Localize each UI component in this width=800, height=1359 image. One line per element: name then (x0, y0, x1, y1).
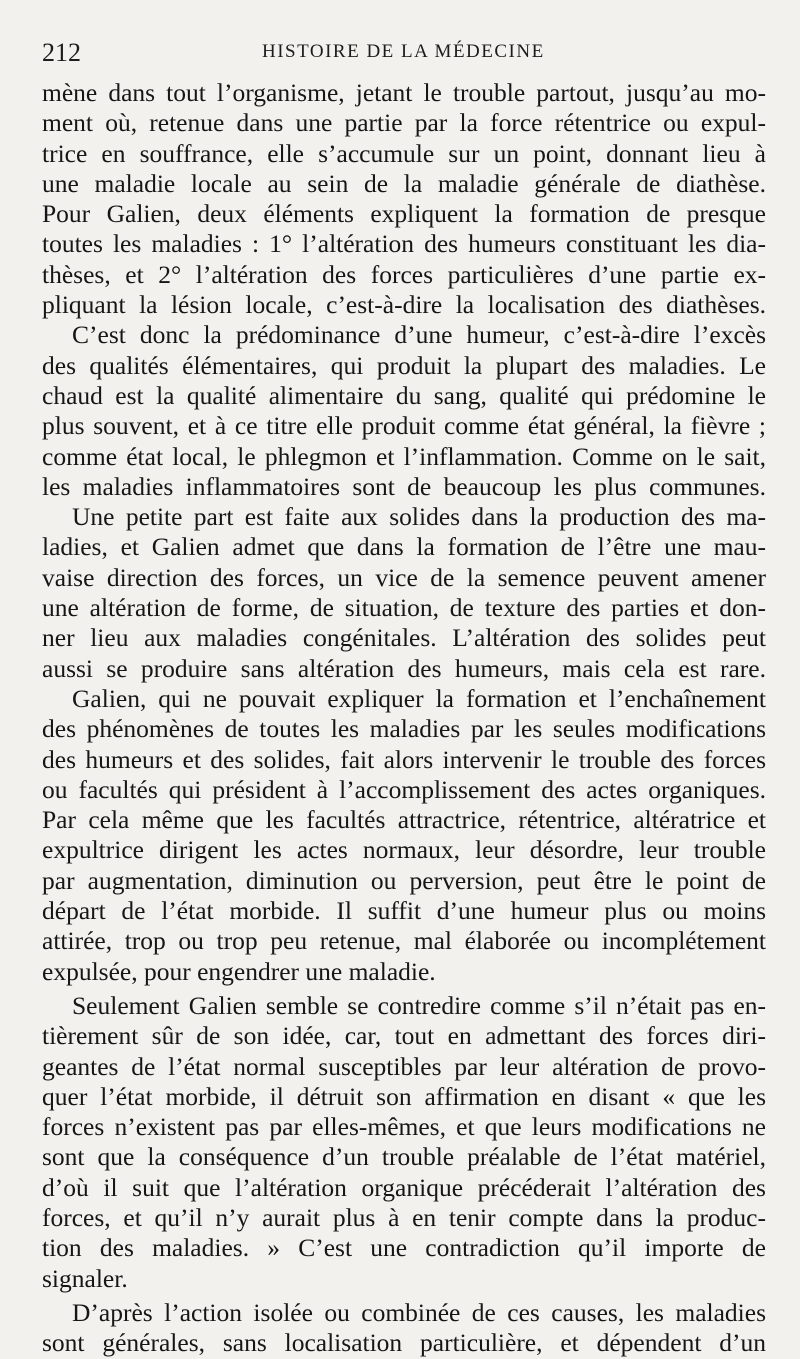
text-line: Galien, qui ne pouvait expliquer la formation et l’enchaînement (72, 683, 766, 713)
text-line: D’après l’action isolée ou combinée de ces causes, les maladies (72, 1297, 766, 1327)
text-line: mène dans tout l’organisme, jetant le trouble partout, jusqu’au mo- (42, 78, 766, 107)
text-line: geantes de l’état normal susceptibles par leur altération de provo- (42, 1051, 766, 1081)
text-line: tièrement sûr de son idée, car, tout en admettant des forces diri- (42, 1021, 766, 1051)
text-line: C’est donc la prédominance d’une humeur, c’est-à-dire l’excès (72, 320, 766, 350)
text-line: vaise direction des forces, un vice de la semence peuvent amener (42, 562, 766, 592)
running-head: HISTOIRE DE LA MÉDECINE (262, 41, 545, 62)
text-line: des qualités élémentaires, qui produit la plupart des maladies. Le (42, 350, 766, 380)
page-number: 212 (42, 38, 81, 67)
text-line: aussi se produire sans altération des humeurs, mais cela est rare. (42, 653, 766, 683)
text-line: Seulement Galien semble se contredire comme s’il n’était pas en- (72, 990, 766, 1020)
text-line: forces, et qu’il n’y aurait plus à en tenir compte dans la produc- (42, 1202, 766, 1232)
text-line: sont que la conséquence d’un trouble préalable de l’état matériel, (42, 1142, 766, 1172)
text-line: pliquant la lésion locale, c’est-à-dire la localisation des diathèses. (42, 290, 766, 320)
text-line: sont générales, sans localisation particulière, et dépendent d’un (42, 1328, 766, 1358)
text-line: une altération de forme, de situation, de texture des parties et don- (42, 593, 766, 623)
text-line: Pour Galien, deux éléments expliquent la formation de presque (42, 199, 766, 229)
text-line: ner lieu aux maladies congénitales. L’altération des solides peut (42, 623, 766, 653)
text-line: quer l’état morbide, il détruit son affirmation en disant « que les (42, 1081, 766, 1111)
text-line: ladies, et Galien admet que dans la formation de l’être une mau- (42, 532, 766, 562)
text-line: toutes les maladies : 1° l’altération des humeurs constituant les dia- (42, 229, 766, 259)
body-text (42, 78, 766, 1358)
text-line: les maladies inflammatoires sont de beaucoup les plus communes. (42, 471, 766, 501)
text-line: signaler. (42, 1263, 128, 1293)
text-line: départ de l’état morbide. Il suffit d’une humeur plus ou moins (42, 896, 766, 926)
text-line: trice en souffrance, elle s’accumule sur un point, donnant lieu à (42, 138, 766, 168)
text-line: Une petite part est faite aux solides dans la production des ma- (72, 502, 766, 532)
text-line: par augmentation, diminution ou perversion, peut être le point de (42, 865, 766, 895)
page-header (42, 38, 766, 72)
text-line: attirée, trop ou trop peu retenue, mal élaborée ou incomplétement (42, 926, 766, 956)
text-line: d’où il suit que l’altération organique précéderait l’altération des (42, 1172, 766, 1202)
text-line: expulsée, pour engendrer une maladie. (42, 956, 436, 986)
text-line: thèses, et 2° l’altération des forces particulières d’une partie ex- (42, 259, 766, 289)
text-line: ment où, retenue dans une partie par la force rétentrice ou expul- (42, 108, 766, 138)
text-line: des humeurs et des solides, fait alors intervenir le trouble des forces (42, 744, 766, 774)
text-line: une maladie locale au sein de la maladie générale de diathèse. (42, 168, 766, 198)
text-line: comme état local, le phlegmon et l’inflammation. Comme on le sait, (42, 441, 766, 471)
text-line: expultrice dirigent les actes normaux, leur désordre, leur trouble (42, 835, 766, 865)
text-line: Par cela même que les facultés attractrice, rétentrice, altératrice et (42, 805, 766, 835)
text-line: chaud est la qualité alimentaire du sang, qualité qui prédomine le (42, 380, 766, 410)
text-line: tion des maladies. » C’est une contradiction qu’il importe de (42, 1233, 766, 1263)
text-line: des phénomènes de toutes les maladies par les seules modifications (42, 714, 766, 744)
text-line: forces n’existent pas par elles-mêmes, et que leurs modifications ne (42, 1112, 766, 1142)
text-line: plus souvent, et à ce titre elle produit comme état général, la fièvre ; (42, 411, 766, 441)
text-line: ou facultés qui président à l’accomplissement des actes organiques. (42, 774, 766, 804)
